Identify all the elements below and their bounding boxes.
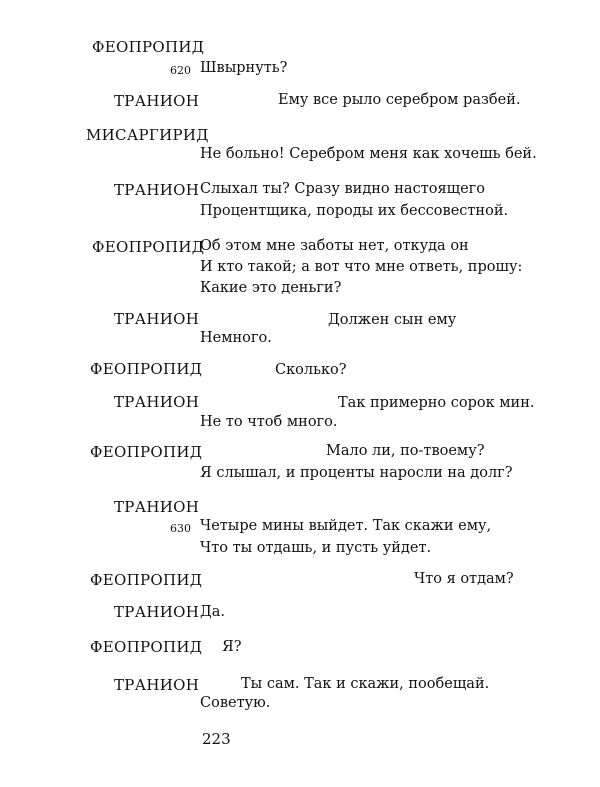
- dialogue-line: Не больно! Серебром меня как хочешь бей.: [200, 146, 537, 162]
- dialogue-line: Я слышал, и проценты наросли на долг?: [200, 465, 513, 481]
- dialogue-line: Немного.: [200, 330, 272, 346]
- speaker-name: ФЕОПРОПИД: [90, 571, 203, 589]
- verse-line-number: 630: [170, 522, 191, 535]
- dialogue-line: Четыре мины выйдет. Так скажи ему,: [200, 518, 492, 534]
- page-number: 223: [202, 730, 231, 748]
- speaker-name: ТРАНИОН: [114, 498, 200, 516]
- dialogue-line: Слыхал ты? Сразу видно настоящего: [200, 181, 485, 197]
- speaker-name: ФЕОПРОПИД: [92, 38, 205, 56]
- verse-line-number: 620: [170, 64, 191, 77]
- dialogue-line: Ему все рыло серебром разбей.: [278, 92, 521, 108]
- speaker-name: ТРАНИОН: [114, 92, 200, 110]
- speaker-name: ТРАНИОН: [114, 676, 200, 694]
- dialogue-line: Мало ли, по-твоему?: [326, 443, 485, 459]
- dialogue-line: Так примерно сорок мин.: [338, 395, 535, 411]
- dialogue-line: Процентщика, породы их бессовестной.: [200, 203, 509, 219]
- speaker-name: ТРАНИОН: [114, 181, 200, 199]
- dialogue-line: Какие это деньги?: [200, 280, 342, 296]
- speaker-name: ТРАНИОН: [114, 310, 200, 328]
- speaker-name: ТРАНИОН: [114, 603, 200, 621]
- speaker-name: ФЕОПРОПИД: [90, 443, 203, 461]
- dialogue-line: Я?: [222, 639, 242, 655]
- dialogue-line: Швырнуть?: [200, 60, 288, 76]
- speaker-name: ФЕОПРОПИД: [90, 638, 203, 656]
- speaker-name: ФЕОПРОПИД: [90, 360, 203, 378]
- dialogue-line: Что я отдам?: [414, 571, 514, 587]
- dialogue-line: Об этом мне заботы нет, откуда он: [200, 238, 469, 254]
- speaker-name: МИСАРГИРИД: [86, 126, 209, 144]
- dialogue-line: Должен сын ему: [328, 312, 457, 328]
- dialogue-line: Ты сам. Так и скажи, пообещай.: [241, 676, 490, 692]
- dialogue-line: Советую.: [200, 695, 271, 711]
- dialogue-line: И кто такой; а вот что мне ответь, прошу:: [200, 259, 523, 275]
- speaker-name: ФЕОПРОПИД: [92, 238, 205, 256]
- dialogue-line: Да.: [200, 604, 226, 620]
- dialogue-line: Что ты отдашь, и пусть уйдет.: [200, 540, 432, 556]
- dialogue-line: Сколько?: [275, 362, 347, 378]
- dialogue-line: Не то чтоб много.: [200, 414, 338, 430]
- speaker-name: ТРАНИОН: [114, 393, 200, 411]
